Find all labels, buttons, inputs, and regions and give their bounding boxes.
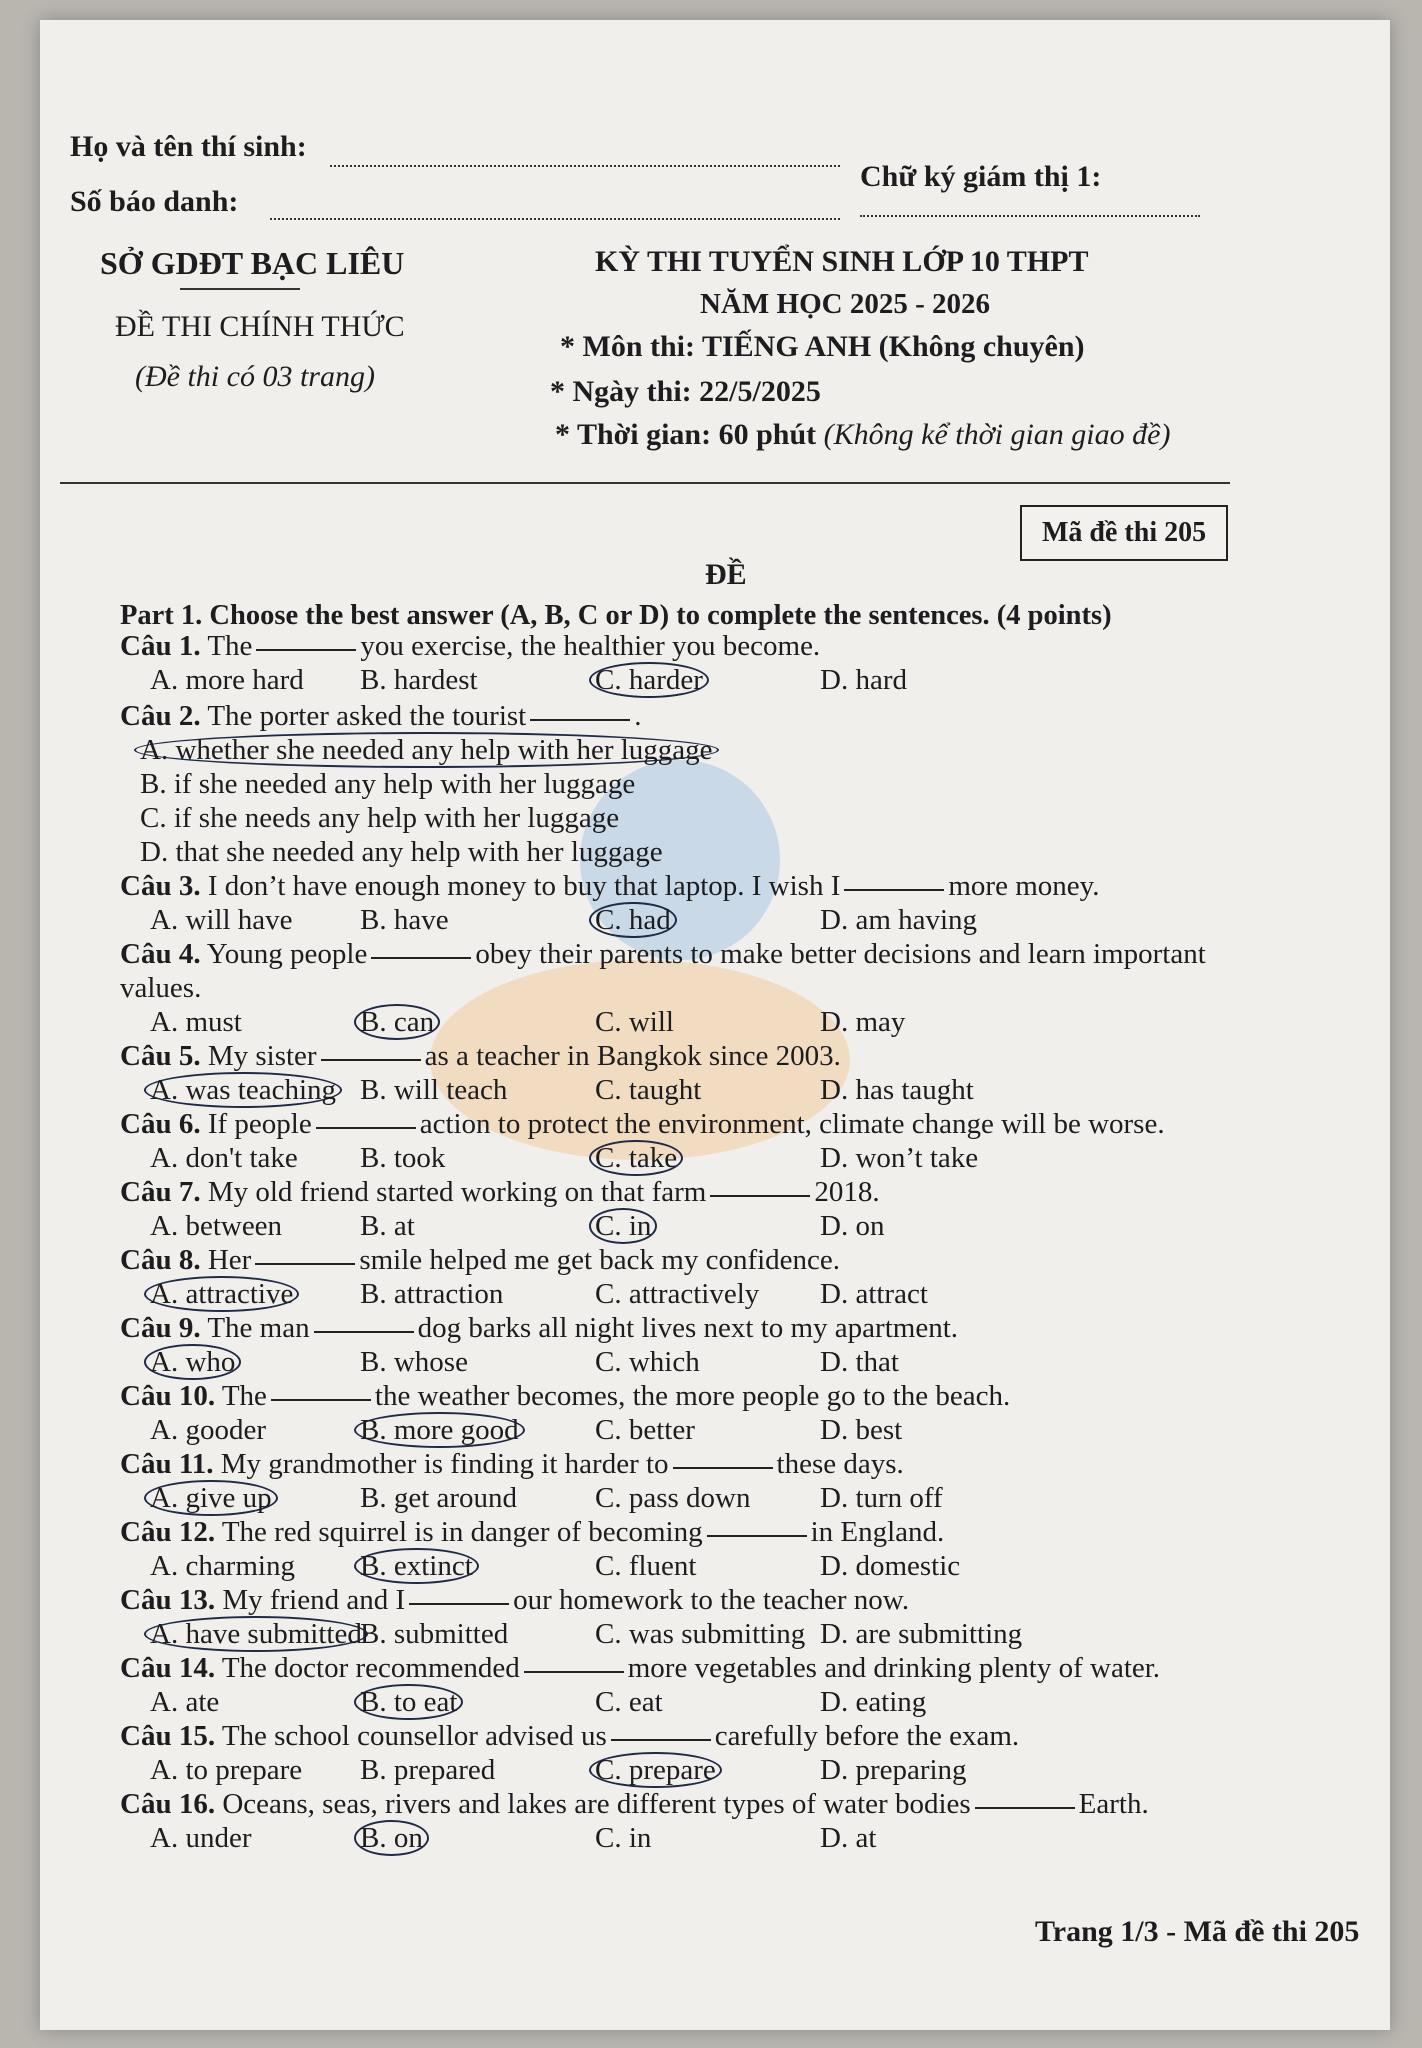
option-text: A. gooder <box>150 1414 266 1446</box>
answer-option-c[interactable] <box>595 1686 663 1719</box>
question-number: Câu 15. <box>120 1720 216 1752</box>
proctor-signature-label: Chữ ký giám thị 1: <box>860 160 1102 193</box>
exam-date: * Ngày thi: 22/5/2025 <box>550 375 821 408</box>
answer-option-a[interactable] <box>150 1414 266 1447</box>
option-text: A. more hard <box>150 664 304 696</box>
answer-option-d[interactable] <box>820 1822 876 1855</box>
answer-option-a[interactable] <box>150 1754 302 1787</box>
question-number: Câu 16. <box>120 1788 216 1820</box>
question-number: Câu 5. <box>120 1040 201 1072</box>
answer-option-b[interactable] <box>140 768 635 801</box>
answer-option-a[interactable] <box>150 1142 298 1175</box>
answer-option-b[interactable] <box>360 664 478 697</box>
exam-code-box: Mã đề thi 205 <box>1020 505 1228 561</box>
exam-time: * Thời gian: 60 phút <box>555 418 817 451</box>
answer-option-c[interactable] <box>595 1414 695 1447</box>
answer-option-a[interactable] <box>150 1278 299 1311</box>
question-number: Câu 2. <box>120 700 201 732</box>
answer-option-d[interactable] <box>820 904 977 937</box>
option-text: A. under <box>150 1822 252 1854</box>
option-text: B. attraction <box>360 1278 504 1310</box>
option-text: C. eat <box>595 1686 663 1718</box>
answer-option-c[interactable] <box>595 1822 651 1855</box>
option-text: A. between <box>150 1210 283 1242</box>
answer-option-b[interactable] <box>360 1346 468 1379</box>
answer-option-a[interactable] <box>150 1210 282 1243</box>
answer-option-b[interactable] <box>360 904 449 937</box>
answer-option-c[interactable] <box>595 1142 683 1175</box>
question-stem-before: Oceans, seas, rivers and lakes are different types of water bodies <box>222 1788 971 1820</box>
answer-option-d[interactable] <box>820 1618 1022 1651</box>
answer-option-b[interactable] <box>360 1686 463 1719</box>
question-9 <box>120 1312 958 1345</box>
option-text: D. on <box>820 1210 885 1242</box>
answer-option-d[interactable] <box>820 1414 902 1447</box>
question-stem-before: If people <box>207 1108 312 1140</box>
question-10 <box>120 1380 1010 1413</box>
answer-option-b[interactable] <box>360 1618 508 1651</box>
option-text: B. prepared <box>360 1754 496 1786</box>
circled-option-text: A. have submitted <box>144 1616 368 1652</box>
option-text: D. at <box>820 1822 877 1854</box>
question-1 <box>120 630 820 663</box>
question-15 <box>120 1720 1019 1753</box>
answer-blank <box>844 889 944 891</box>
question-stem-after: more money. <box>948 870 1100 902</box>
question-number: Câu 1. <box>120 630 201 662</box>
option-text: B. took <box>360 1142 446 1174</box>
option-text: B. get around <box>360 1482 518 1514</box>
answer-option-d[interactable] <box>820 1142 978 1175</box>
circled-option-text: B. extinct <box>354 1548 479 1584</box>
option-text: A. don't take <box>150 1142 298 1174</box>
option-text: D. domestic <box>820 1550 961 1582</box>
question-11 <box>120 1448 904 1481</box>
exam-page <box>40 20 1390 2030</box>
option-text: D. that she needed any help with her luggage <box>140 836 663 868</box>
question-number: Câu 9. <box>120 1312 201 1344</box>
answer-option-c[interactable] <box>140 802 619 835</box>
answer-option-b[interactable] <box>360 1210 415 1243</box>
answer-option-c[interactable] <box>595 1550 697 1583</box>
question-stem-after: as a teacher in Bangkok since 2003. <box>424 1040 841 1072</box>
official-label: ĐỀ THI CHÍNH THỨC <box>115 310 405 343</box>
option-text: A. charming <box>150 1550 295 1582</box>
question-stem-after: smile helped me get back my confidence. <box>359 1244 841 1276</box>
option-text: D. won’t take <box>820 1142 979 1174</box>
option-text: C. if she needs any help with her luggage <box>140 802 620 834</box>
question-stem-before: My grandmother is finding it harder to <box>220 1448 669 1480</box>
question-stem-after: our homework to the teacher now. <box>513 1584 910 1616</box>
option-text: C. which <box>595 1346 700 1378</box>
question-stem-after: more vegetables and drinking plenty of water. <box>627 1652 1161 1684</box>
option-text: B. hardest <box>360 664 478 696</box>
question-stem-after: action to protect the environment, climate change will be worse. <box>419 1108 1165 1140</box>
circled-option-text: A. was teaching <box>144 1072 342 1108</box>
circled-option-text: B. more good <box>354 1412 525 1448</box>
question-8 <box>120 1244 840 1277</box>
question-stem-before: Young people <box>206 938 368 970</box>
answer-option-a[interactable] <box>150 904 293 937</box>
question-stem-after: obey their parents to make better decisions and learn important <box>475 938 1206 970</box>
department-name: SỞ GDĐT BẠC LIÊU <box>100 245 405 281</box>
option-text: D. hard <box>820 664 907 696</box>
option-text: D. may <box>820 1006 906 1038</box>
question-stem-after: you exercise, the healthier you become. <box>360 630 821 662</box>
answer-blank <box>316 1127 416 1129</box>
circled-option-text: B. to eat <box>354 1684 463 1720</box>
answer-option-a[interactable] <box>150 1822 251 1855</box>
question-stem-before: The red squirrel is in danger of becoming <box>221 1516 703 1548</box>
question-12 <box>120 1516 944 1549</box>
question-3 <box>120 870 1100 903</box>
exam-title: KỲ THI TUYỂN SINH LỚP 10 THPT <box>595 245 1089 278</box>
answer-blank <box>314 1331 414 1333</box>
option-text: C. attractively <box>595 1278 760 1310</box>
option-text: D. are submitting <box>820 1618 1023 1650</box>
question-13 <box>120 1584 909 1617</box>
option-text: B. will teach <box>360 1074 508 1106</box>
option-text: C. pass down <box>595 1482 751 1514</box>
option-text: A. ate <box>150 1686 220 1718</box>
section-title: ĐỀ <box>705 558 747 591</box>
question-number: Câu 3. <box>120 870 201 902</box>
circled-option-text: C. in <box>589 1208 657 1244</box>
question-stem-before: My sister <box>207 1040 317 1072</box>
question-16 <box>120 1788 1149 1821</box>
option-text: D. attract <box>820 1278 928 1310</box>
answer-option-c[interactable] <box>595 1618 805 1651</box>
answer-option-a[interactable] <box>150 1074 342 1107</box>
answer-option-c[interactable] <box>595 1074 701 1107</box>
question-number: Câu 8. <box>120 1244 201 1276</box>
option-text: B. submitted <box>360 1618 509 1650</box>
answer-option-a[interactable] <box>150 1618 368 1651</box>
answer-option-d[interactable] <box>820 1482 943 1515</box>
answer-option-c[interactable] <box>595 1006 674 1039</box>
option-text: B. whose <box>360 1346 468 1378</box>
answer-option-d[interactable] <box>820 1550 960 1583</box>
answer-option-b[interactable] <box>360 1074 507 1107</box>
question-number: Câu 10. <box>120 1380 216 1412</box>
question-7 <box>120 1176 880 1209</box>
question-6 <box>120 1108 1165 1141</box>
answer-blank <box>321 1059 421 1061</box>
question-stem-after: . <box>634 700 642 732</box>
option-text: B. if she needed any help with her luggage <box>140 768 636 800</box>
candidate-name-line <box>330 165 840 167</box>
circled-option-text: A. give up <box>144 1480 278 1516</box>
answer-option-b[interactable] <box>360 1414 525 1447</box>
answer-blank <box>255 1263 355 1265</box>
option-text: D. that <box>820 1346 899 1378</box>
question-5 <box>120 1040 841 1073</box>
answer-option-b[interactable] <box>360 1278 503 1311</box>
answer-blank <box>707 1535 807 1537</box>
option-text: A. must <box>150 1006 242 1038</box>
option-text: D. has taught <box>820 1074 974 1106</box>
answer-blank <box>256 649 356 651</box>
answer-blank <box>975 1807 1075 1809</box>
question-2 <box>120 700 641 733</box>
circled-option-text: A. whether she needed any help with her luggage <box>134 732 719 768</box>
question-stem-before: The man <box>207 1312 310 1344</box>
answer-option-c[interactable] <box>595 664 709 697</box>
answer-option-d[interactable] <box>820 1754 967 1787</box>
option-text: D. turn off <box>820 1482 943 1514</box>
answer-option-b[interactable] <box>360 1754 495 1787</box>
question-stem-before: The school counsellor advised us <box>221 1720 607 1752</box>
option-text: C. better <box>595 1414 695 1446</box>
question-stem-before: My old friend started working on that farm <box>207 1176 707 1208</box>
answer-option-c[interactable] <box>595 1278 759 1311</box>
answer-option-b[interactable] <box>360 1006 440 1039</box>
page-footer: Trang 1/3 - Mã đề thi 205 <box>1035 1915 1360 1948</box>
option-text: D. am having <box>820 904 978 936</box>
option-text: D. eating <box>820 1686 927 1718</box>
answer-option-b[interactable] <box>360 1142 445 1175</box>
answer-option-a[interactable] <box>150 1346 241 1379</box>
answer-blank <box>530 719 630 721</box>
answer-blank <box>271 1399 371 1401</box>
question-stem-before: The <box>221 1380 267 1412</box>
question-number: Câu 4. <box>120 938 201 970</box>
question-stem-before: My friend and I <box>222 1584 406 1616</box>
answer-option-b[interactable] <box>360 1482 517 1515</box>
answer-option-c[interactable] <box>595 1210 657 1243</box>
answer-option-d[interactable] <box>820 1006 905 1039</box>
part1-title: Part 1. Choose the best answer (A, B, C or D) to complete the sentences. (4 points) <box>120 600 1112 631</box>
circled-option-text: B. on <box>354 1820 429 1856</box>
answer-option-b[interactable] <box>360 1550 479 1583</box>
question-stem-after: these days. <box>776 1448 904 1480</box>
option-text: C. taught <box>595 1074 702 1106</box>
option-text: D. preparing <box>820 1754 967 1786</box>
question-stem-before: The porter asked the tourist <box>207 700 527 732</box>
question-4 <box>120 938 1206 971</box>
answer-option-a[interactable] <box>150 664 304 697</box>
option-text: C. will <box>595 1006 674 1038</box>
circled-option-text: B. can <box>354 1004 440 1040</box>
proctor-signature-line <box>860 215 1200 217</box>
question-number: Câu 7. <box>120 1176 201 1208</box>
question-14 <box>120 1652 1160 1685</box>
circled-option-text: A. attractive <box>144 1276 299 1312</box>
option-text: C. in <box>595 1822 652 1854</box>
exam-subject: * Môn thi: TIẾNG ANH (Không chuyên) <box>560 330 1085 363</box>
question-stem-after: in England. <box>810 1516 945 1548</box>
department-underline <box>180 288 300 290</box>
option-text: A. to prepare <box>150 1754 303 1786</box>
answer-option-c[interactable] <box>595 1346 700 1379</box>
answer-option-d[interactable] <box>820 1074 974 1107</box>
question-number: Câu 12. <box>120 1516 216 1548</box>
question-number: Câu 11. <box>120 1448 214 1480</box>
question-stem-before: The doctor recommended <box>221 1652 520 1684</box>
candidate-number-label: Số báo danh: <box>70 185 239 218</box>
circled-option-text: C. had <box>589 902 677 938</box>
header-divider <box>60 482 1230 484</box>
question-number: Câu 6. <box>120 1108 201 1140</box>
answer-option-d[interactable] <box>140 836 663 869</box>
question-stem-after: 2018. <box>814 1176 880 1208</box>
school-year: NĂM HỌC 2025 - 2026 <box>700 288 990 320</box>
answer-blank <box>673 1467 773 1469</box>
answer-option-c[interactable] <box>595 904 677 937</box>
candidate-number-line <box>270 218 840 220</box>
option-text: C. was submitting <box>595 1618 806 1650</box>
answer-blank <box>611 1739 711 1741</box>
question-stem-before: Her <box>207 1244 252 1276</box>
answer-blank <box>371 957 471 959</box>
answer-option-d[interactable] <box>820 1346 899 1379</box>
answer-option-d[interactable] <box>820 1686 926 1719</box>
circled-option-text: C. prepare <box>589 1752 722 1788</box>
option-text: D. best <box>820 1414 903 1446</box>
answer-option-a[interactable] <box>140 734 719 767</box>
question-stem-before: I don’t have enough money to buy that laptop. I wish I <box>207 870 841 902</box>
question-number: Câu 14. <box>120 1652 216 1684</box>
pages-note: (Đề thi có 03 trang) <box>135 360 375 393</box>
option-text: A. will have <box>150 904 293 936</box>
answer-option-a[interactable] <box>150 1550 295 1583</box>
candidate-name-label: Họ và tên thí sinh: <box>70 130 307 163</box>
answer-option-d[interactable] <box>820 664 907 697</box>
answer-option-d[interactable] <box>820 1210 884 1243</box>
circled-option-text: A. who <box>144 1344 241 1380</box>
option-text: B. at <box>360 1210 415 1242</box>
answer-option-d[interactable] <box>820 1278 928 1311</box>
question-continuation: values. <box>120 972 202 1004</box>
answer-option-a[interactable] <box>150 1482 278 1515</box>
answer-option-a[interactable] <box>150 1686 219 1719</box>
answer-option-c[interactable] <box>595 1754 722 1787</box>
option-text: B. have <box>360 904 449 936</box>
answer-option-b[interactable] <box>360 1822 429 1855</box>
answer-blank <box>710 1195 810 1197</box>
option-text: C. fluent <box>595 1550 697 1582</box>
answer-blank <box>524 1671 624 1673</box>
answer-option-c[interactable] <box>595 1482 750 1515</box>
answer-option-a[interactable] <box>150 1006 242 1039</box>
question-number: Câu 13. <box>120 1584 216 1616</box>
question-stem-after: the weather becomes, the more people go to the beach. <box>374 1380 1011 1412</box>
question-stem-after: carefully before the exam. <box>714 1720 1020 1752</box>
question-stem-after: Earth. <box>1078 1788 1149 1820</box>
question-stem-after: dog barks all night lives next to my apartment. <box>417 1312 959 1344</box>
question-stem-before: The <box>207 630 253 662</box>
circled-option-text: C. take <box>589 1140 683 1176</box>
answer-blank <box>409 1603 509 1605</box>
exam-time-note: (Không kể thời gian giao đề) <box>823 418 1171 451</box>
circled-option-text: C. harder <box>589 662 709 698</box>
